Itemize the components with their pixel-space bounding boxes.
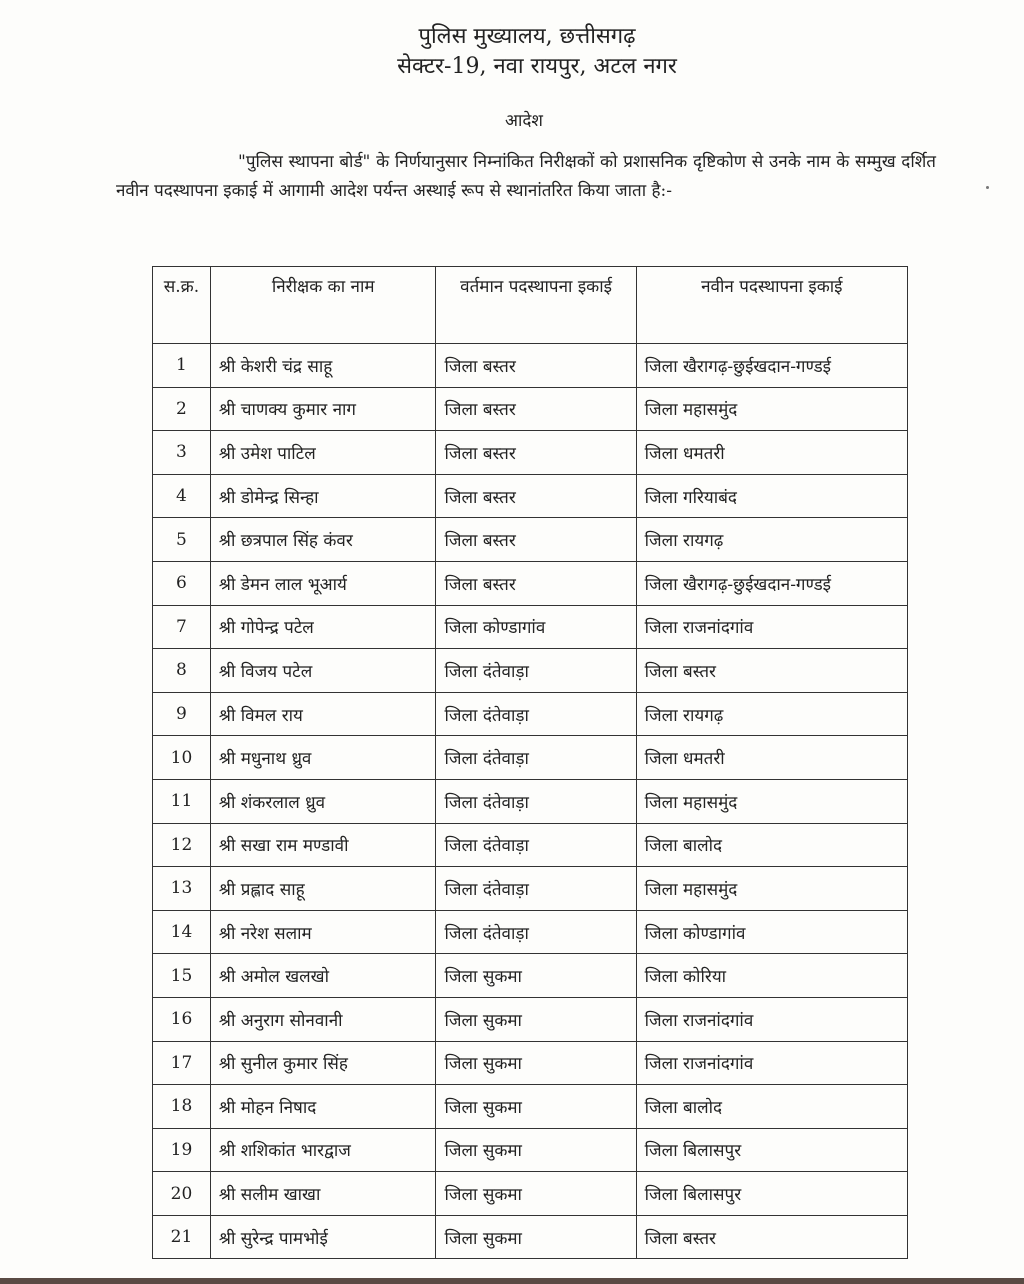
- bottom-edge-bar: [0, 1278, 1024, 1284]
- cell-current-posting: जिला दंतेवाड़ा: [436, 692, 636, 736]
- table-header: [153, 267, 908, 344]
- cell-inspector-name: श्री केशरी चंद्र साहू: [210, 344, 436, 388]
- cell-inspector-name: श्री डोमेन्द्र सिन्हा: [210, 474, 436, 518]
- cell-serial-number: 2: [153, 387, 211, 431]
- table-row: [153, 1172, 908, 1216]
- table-row: [153, 779, 908, 823]
- cell-new-posting: जिला रायगढ़: [636, 518, 907, 562]
- table-row: [153, 431, 908, 475]
- header-inspector-name: निरीक्षक का नाम: [210, 267, 436, 344]
- table-row: [153, 561, 908, 605]
- cell-serial-number: 3: [153, 431, 211, 475]
- cell-current-posting: जिला सुकमा: [436, 1172, 636, 1216]
- cell-serial-number: 21: [153, 1215, 211, 1259]
- cell-inspector-name: श्री मोहन निषाद: [210, 1085, 436, 1129]
- cell-serial-number: 13: [153, 867, 211, 911]
- cell-new-posting: जिला खैरागढ़-छुईखदान-गण्डई: [636, 561, 907, 605]
- cell-new-posting: जिला बस्तर: [636, 1215, 907, 1259]
- table-row: [153, 910, 908, 954]
- cell-serial-number: 19: [153, 1128, 211, 1172]
- table-row: [153, 692, 908, 736]
- cell-new-posting: जिला रायगढ़: [636, 692, 907, 736]
- cell-current-posting: जिला बस्तर: [436, 344, 636, 388]
- cell-serial-number: 5: [153, 518, 211, 562]
- cell-new-posting: जिला बस्तर: [636, 649, 907, 693]
- cell-new-posting: जिला राजनांदगांव: [636, 605, 907, 649]
- cell-new-posting: जिला धमतरी: [636, 431, 907, 475]
- cell-new-posting: जिला बालोद: [636, 1085, 907, 1129]
- cell-current-posting: जिला सुकमा: [436, 997, 636, 1041]
- table-row: [153, 823, 908, 867]
- table-row: [153, 954, 908, 998]
- cell-inspector-name: श्री अमोल खलखो: [210, 954, 436, 998]
- cell-inspector-name: श्री गोपेन्द्र पटेल: [210, 605, 436, 649]
- cell-current-posting: जिला बस्तर: [436, 561, 636, 605]
- cell-current-posting: जिला सुकमा: [436, 1085, 636, 1129]
- cell-new-posting: जिला बिलासपुर: [636, 1128, 907, 1172]
- cell-current-posting: जिला दंतेवाड़ा: [436, 736, 636, 780]
- table-row: [153, 474, 908, 518]
- cell-new-posting: जिला महासमुंद: [636, 387, 907, 431]
- table-row: [153, 649, 908, 693]
- table-body: [153, 344, 908, 1259]
- cell-new-posting: जिला कोण्डागांव: [636, 910, 907, 954]
- cell-inspector-name: श्री विमल राय: [210, 692, 436, 736]
- cell-serial-number: 8: [153, 649, 211, 693]
- table-row: [153, 1215, 908, 1259]
- table-row: [153, 518, 908, 562]
- cell-new-posting: जिला बिलासपुर: [636, 1172, 907, 1216]
- cell-current-posting: जिला सुकमा: [436, 1215, 636, 1259]
- cell-current-posting: जिला बस्तर: [436, 431, 636, 475]
- cell-serial-number: 14: [153, 910, 211, 954]
- cell-inspector-name: श्री सुरेन्द्र पामभोई: [210, 1215, 436, 1259]
- table-header-row: [153, 267, 908, 344]
- table-row: [153, 736, 908, 780]
- cell-serial-number: 6: [153, 561, 211, 605]
- cell-inspector-name: श्री उमेश पाटिल: [210, 431, 436, 475]
- table-row: [153, 867, 908, 911]
- cell-current-posting: जिला कोण्डागांव: [436, 605, 636, 649]
- cell-inspector-name: श्री शंकरलाल ध्रुव: [210, 779, 436, 823]
- cell-inspector-name: श्री विजय पटेल: [210, 649, 436, 693]
- cell-current-posting: जिला दंतेवाड़ा: [436, 823, 636, 867]
- table-row: [153, 1041, 908, 1085]
- cell-new-posting: जिला खैरागढ़-छुईखदान-गण्डई: [636, 344, 907, 388]
- cell-serial-number: 10: [153, 736, 211, 780]
- table-row: [153, 344, 908, 388]
- cell-inspector-name: श्री सलीम खाखा: [210, 1172, 436, 1216]
- table-row: [153, 997, 908, 1041]
- cell-current-posting: जिला सुकमा: [436, 1041, 636, 1085]
- cell-serial-number: 1: [153, 344, 211, 388]
- letterhead: [0, 22, 1024, 82]
- cell-serial-number: 4: [153, 474, 211, 518]
- cell-new-posting: जिला कोरिया: [636, 954, 907, 998]
- cell-inspector-name: श्री डेमन लाल भूआर्य: [210, 561, 436, 605]
- cell-serial-number: 17: [153, 1041, 211, 1085]
- cell-serial-number: 15: [153, 954, 211, 998]
- cell-inspector-name: श्री प्रह्लाद साहू: [210, 867, 436, 911]
- office-address: सेक्टर-19, नवा रायपुर, अटल नगर: [397, 54, 677, 79]
- table-row: [153, 387, 908, 431]
- cell-serial-number: 16: [153, 997, 211, 1041]
- cell-current-posting: जिला बस्तर: [436, 387, 636, 431]
- cell-current-posting: जिला दंतेवाड़ा: [436, 649, 636, 693]
- office-name: पुलिस मुख्यालय, छत्तीसगढ़: [418, 24, 636, 49]
- transfer-table: [152, 266, 908, 1259]
- cell-new-posting: जिला राजनांदगांव: [636, 1041, 907, 1085]
- header-new-posting: नवीन पदस्थापना इकाई: [636, 267, 907, 344]
- header-current-posting: वर्तमान पदस्थापना इकाई: [436, 267, 636, 344]
- cell-current-posting: जिला सुकमा: [436, 954, 636, 998]
- cell-serial-number: 12: [153, 823, 211, 867]
- cell-current-posting: जिला दंतेवाड़ा: [436, 867, 636, 911]
- cell-new-posting: जिला बालोद: [636, 823, 907, 867]
- order-intro-paragraph: "पुलिस स्थापना बोर्ड" के निर्णयानुसार निम्नांकित निरीक्षकों को प्रशासनिक दृष्टिकोण से उनके नाम के सम्मुख दर्शित नवीन पदस्थापना इकाई में आगामी आदेश पर्यन्त अस्थाई रूप से स्थानांतरित किया जाता है:-: [116, 152, 936, 201]
- cell-serial-number: 20: [153, 1172, 211, 1216]
- cell-current-posting: जिला बस्तर: [436, 518, 636, 562]
- table-row: [153, 605, 908, 649]
- cell-inspector-name: श्री अनुराग सोनवानी: [210, 997, 436, 1041]
- cell-inspector-name: श्री सखा राम मण्डावी: [210, 823, 436, 867]
- cell-inspector-name: श्री छत्रपाल सिंह कंवर: [210, 518, 436, 562]
- table-row: [153, 1128, 908, 1172]
- cell-inspector-name: श्री चाणक्य कुमार नाग: [210, 387, 436, 431]
- cell-inspector-name: श्री मधुनाथ ध्रुव: [210, 736, 436, 780]
- cell-inspector-name: श्री सुनील कुमार सिंह: [210, 1041, 436, 1085]
- cell-current-posting: जिला दंतेवाड़ा: [436, 779, 636, 823]
- cell-serial-number: 18: [153, 1085, 211, 1129]
- header-serial-number: स.क्र.: [153, 267, 211, 344]
- cell-inspector-name: श्री नरेश सलाम: [210, 910, 436, 954]
- cell-new-posting: जिला धमतरी: [636, 736, 907, 780]
- cell-current-posting: जिला सुकमा: [436, 1128, 636, 1172]
- table-row: [153, 1085, 908, 1129]
- scan-speck: [986, 186, 989, 189]
- order-title: आदेश: [505, 111, 543, 131]
- cell-current-posting: जिला दंतेवाड़ा: [436, 910, 636, 954]
- cell-new-posting: जिला महासमुंद: [636, 867, 907, 911]
- cell-new-posting: जिला गरियाबंद: [636, 474, 907, 518]
- cell-serial-number: 9: [153, 692, 211, 736]
- cell-current-posting: जिला बस्तर: [436, 474, 636, 518]
- cell-new-posting: जिला महासमुंद: [636, 779, 907, 823]
- cell-serial-number: 7: [153, 605, 211, 649]
- cell-new-posting: जिला राजनांदगांव: [636, 997, 907, 1041]
- cell-inspector-name: श्री शशिकांत भारद्वाज: [210, 1128, 436, 1172]
- cell-serial-number: 11: [153, 779, 211, 823]
